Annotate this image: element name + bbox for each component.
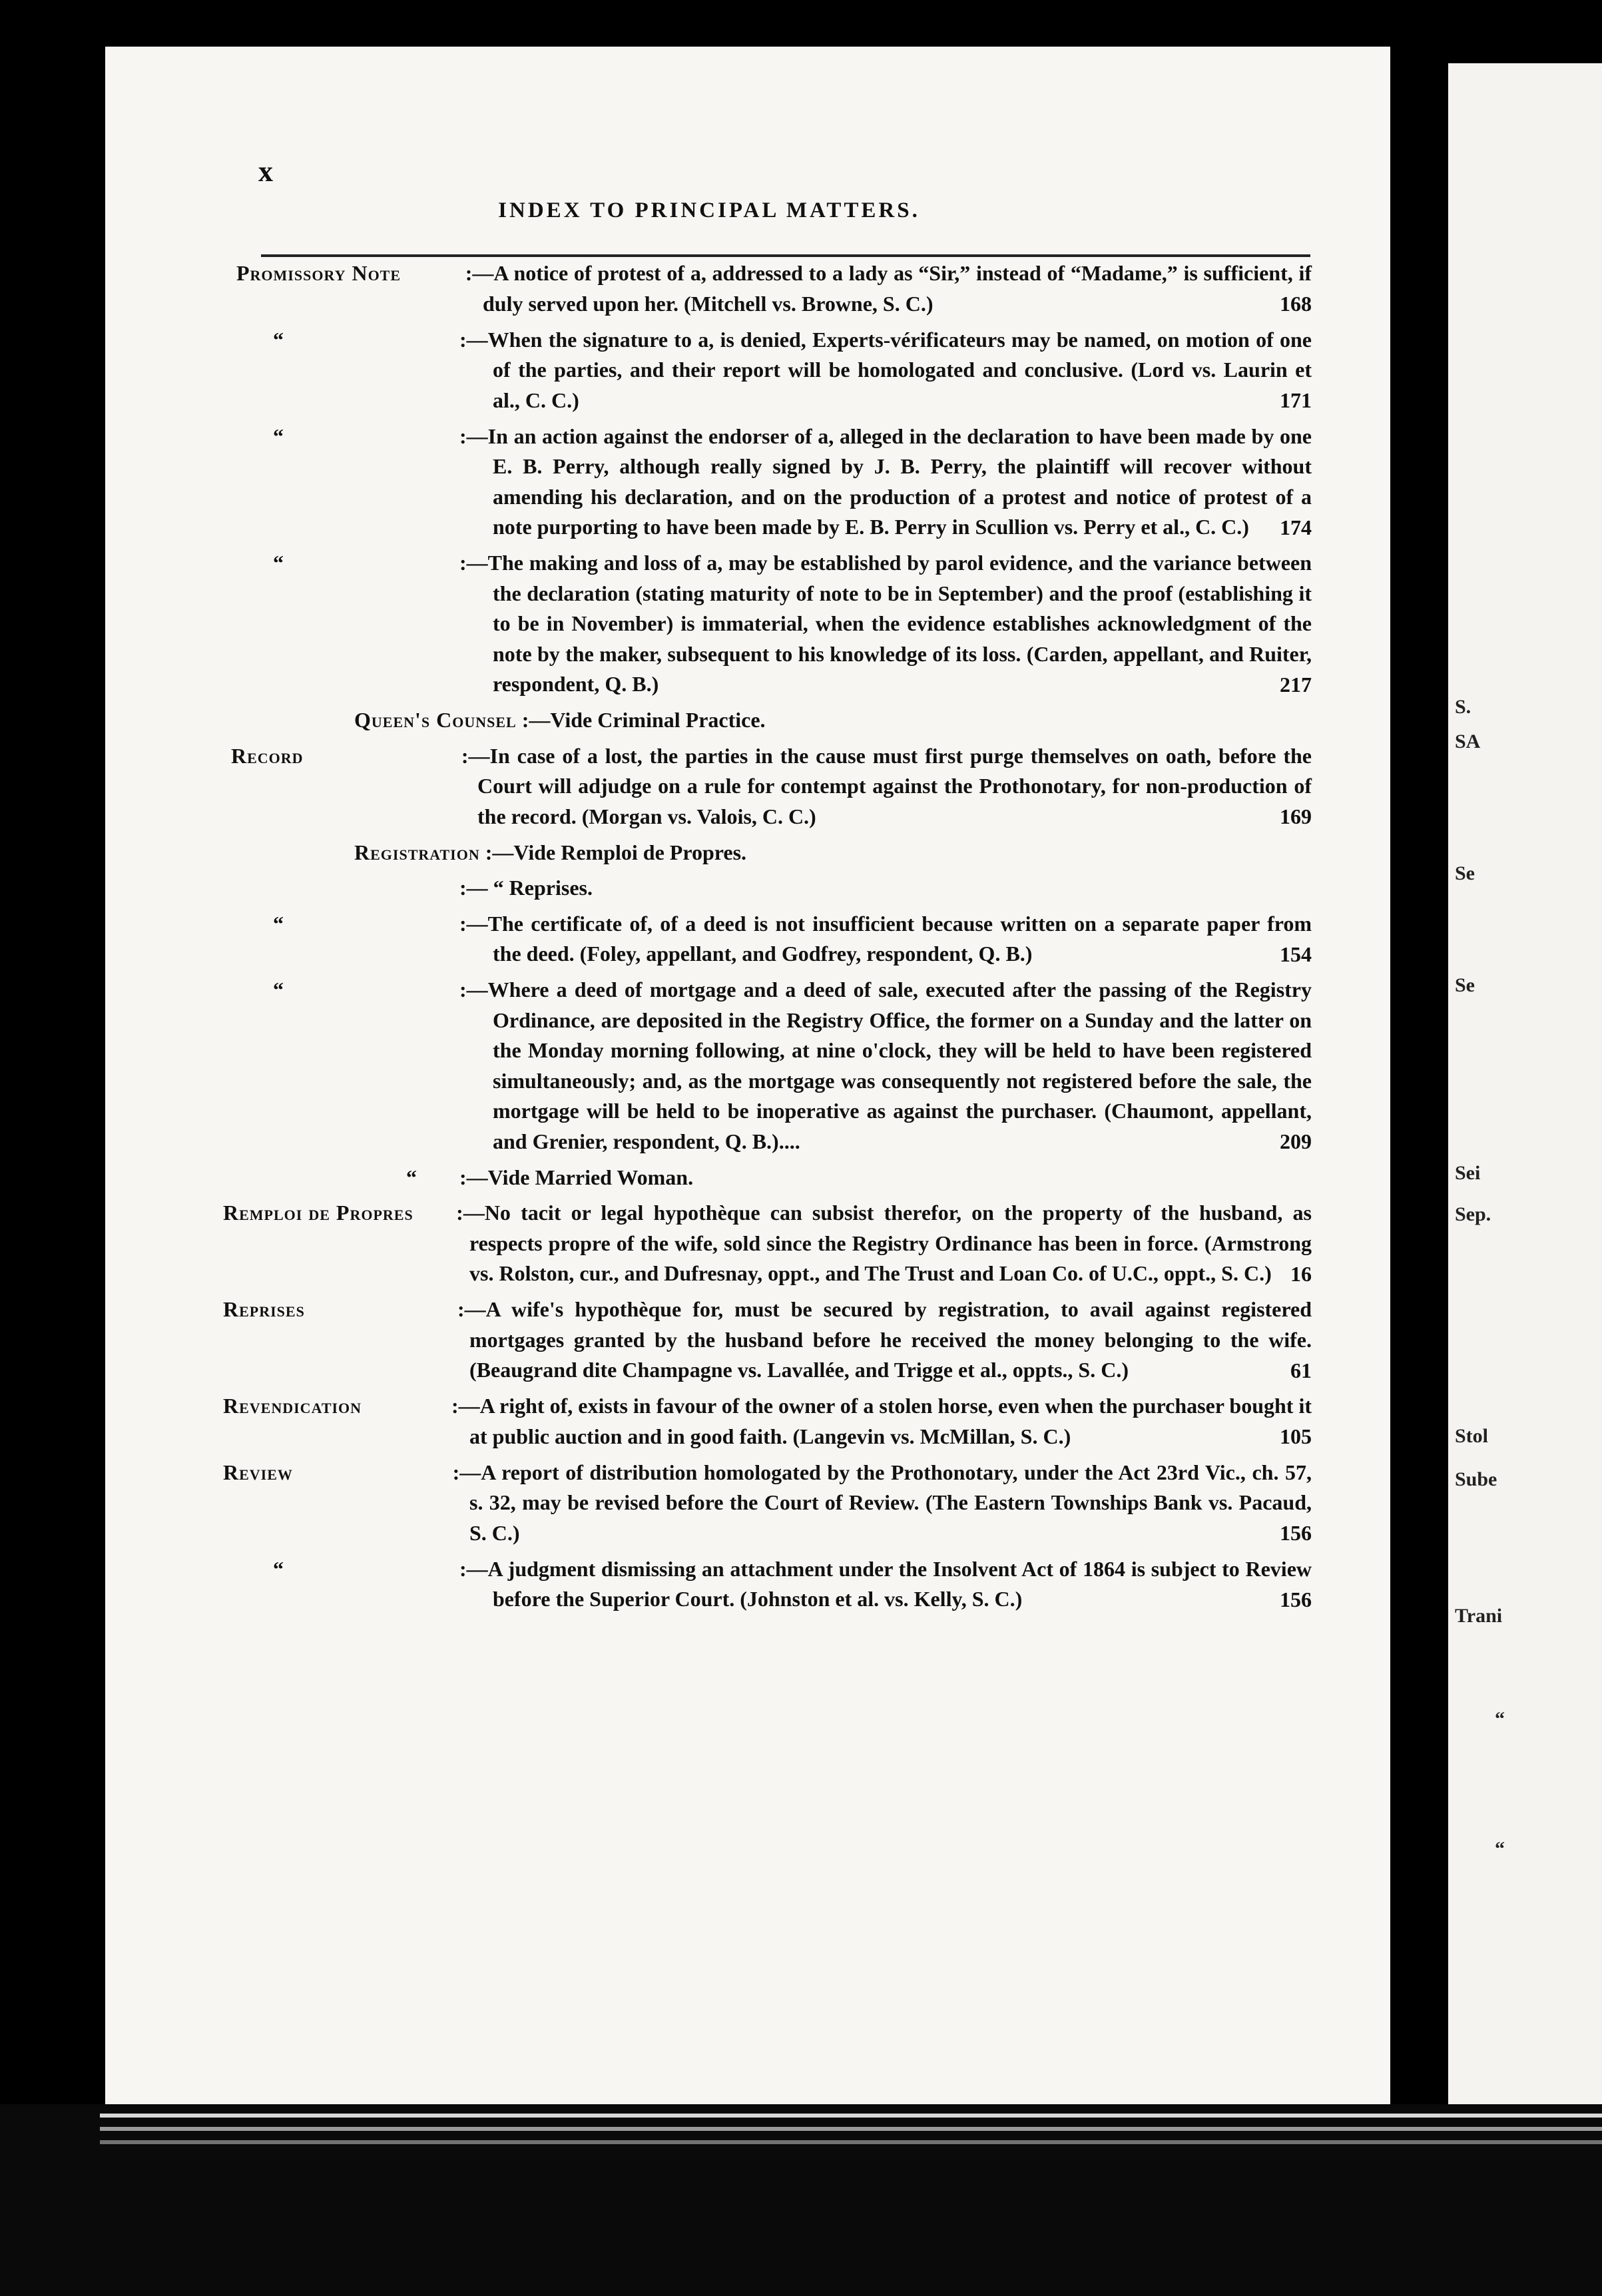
entry-page: 105 [1280, 1424, 1312, 1448]
entry-heading: Reprises [223, 1297, 305, 1321]
entry-page: 154 [1280, 942, 1312, 966]
entry-text: :—In an action against the endorser of a, alleged in the declaration to have been made by one E. B. Perry, although really signed by J. B. Perry, the plaintiff will recover without amending his declaration, and on the production of a protest and notice of protest of a note purporting to have been made by E. B. Perry in Scullion vs. Perry et al., C. C.) [459, 424, 1312, 539]
index-entry [354, 838, 1312, 868]
scan-bottom-edge [0, 2104, 1602, 2296]
adjacent-fragment: Sep. [1455, 1203, 1491, 1225]
adjacent-fragment: Sei [1455, 1162, 1481, 1184]
index-entry [223, 1391, 1312, 1452]
adjacent-page-edge [1448, 63, 1602, 2121]
index-entry [354, 705, 1312, 736]
index-entry [273, 909, 1312, 970]
index-entry [231, 741, 1312, 832]
index-entry [223, 1458, 1312, 1549]
ditto-mark: “ [273, 978, 284, 1002]
ditto-mark: “ [273, 327, 284, 352]
entry-heading: Remploi de Propres [223, 1201, 413, 1225]
entry-text: :—Vide Married Woman. [459, 1165, 694, 1189]
index-entry [273, 548, 1312, 700]
index-entry [273, 975, 1312, 1157]
adjacent-fragment: Sube [1455, 1468, 1497, 1490]
entry-page: 16 [1290, 1261, 1312, 1286]
entry-text: :—A judgment dismissing an attachment under the Insolvent Act of 1864 is subject to Review before the Superior Court. (Johnston et al. vs. Kelly, S. C.) [459, 1556, 1312, 1611]
adjacent-fragment: “ [1495, 1838, 1505, 1860]
ditto-mark: “ [406, 1165, 417, 1189]
entry-text: :—In case of a lost, the parties in the cause must first purge themselves on oath, before the Court will adjudge on a rule for contempt against the Prothonotary, for non-production of the record. (Morgan vs. Valois, C. C.) [461, 743, 1312, 828]
entry-text: :—The certificate of, of a deed is not insufficient because written on a separate paper from the deed. (Foley, appellant, and Godfrey, respondent, Q. B.) [459, 911, 1312, 966]
ditto-mark: “ [273, 911, 284, 936]
adjacent-fragment: Se [1455, 974, 1475, 996]
entry-text: :—No tacit or legal hypothèque can subsist therefor, on the property of the husband, as respects propre of the wife, sold since the Registry Ordinance has been in force. (Armstrong vs. Rolston, cur., and Dufresnay, oppt., and The Trust and Loan Co. of U.C., oppt., S. C.) [456, 1201, 1312, 1285]
entry-heading: Registration [354, 840, 480, 864]
index-entry [273, 325, 1312, 416]
index-entry [223, 1294, 1312, 1386]
ditto-mark: “ [273, 1556, 284, 1581]
entry-page: 174 [1280, 515, 1312, 539]
entry-page: 61 [1290, 1358, 1312, 1382]
entry-text: :—The making and loss of a, may be established by parol evidence, and the variance between the declaration (stating maturity of note to be in September) and the proof (establishing it to be in November) is immaterial, when the evidence establishes acknowledgment of the note by the maker, subsequent to his knowledge of its loss. (Carden, appellant, and Ruiter, respondent, Q. B.) [459, 551, 1312, 696]
adjacent-fragment: Stol [1455, 1425, 1489, 1447]
index-entry [273, 422, 1312, 543]
adjacent-fragment: SA [1455, 730, 1481, 752]
page-number: x [258, 155, 273, 188]
entry-text: :— “ Reprises. [459, 876, 593, 900]
ditto-mark: “ [273, 424, 284, 448]
index-entry [360, 1163, 1312, 1193]
entry-text: :—Vide Criminal Practice. [521, 708, 766, 732]
entry-text: :—A report of distribution homologated by the Prothonotary, under the Act 23rd Vic., ch. 57, s. 32, may be revised before the Court of Review. (The Eastern Townships Bank vs. Pacaud, S. C.) [452, 1460, 1312, 1545]
entry-text: :—When the signature to a, is denied, Experts-vérificateurs may be named, on motion of one of the parties, and their report will be homologated and conclusive. (Lord vs. Laurin et al., C. C.) [459, 327, 1312, 412]
entry-page: 209 [1280, 1129, 1312, 1153]
entry-heading: Queen's Counsel [354, 708, 517, 732]
entry-heading: Revendication [223, 1394, 362, 1418]
adjacent-fragment: “ [1495, 1708, 1505, 1730]
entry-text: :—A wife's hypothèque for, must be secured by registration, to avail against registered mortgages granted by the husband before he received the money belonging to the wife. (Beaugrand dite Champagne vs. Lavallée, and Trigge et al., oppts., S. C.) [457, 1297, 1312, 1382]
entry-page: 168 [1280, 292, 1312, 316]
entry-text: :—Where a deed of mortgage and a deed of sale, executed after the passing of the Registry Ordinance, are deposited in the Registry Office, the former on a Sunday and the latter on the Monday morning following, at nine o'clock, they will be held to have been registered simultaneously; and, as the mortgage was consequently not registered before the sale, the mortgage will be held to be inoperative as against the purchaser. (Chaumont, appellant, and Grenier, respondent, Q. B.).... [459, 978, 1312, 1153]
entry-page: 156 [1280, 1521, 1312, 1545]
index-entry [360, 873, 1312, 904]
adjacent-fragment: Trani [1455, 1605, 1503, 1627]
entry-heading: Review [223, 1460, 293, 1484]
index-column [223, 253, 1312, 1615]
entry-text: :—A notice of protest of a, addressed to a lady as “Sir,” instead of “Madame,” is sufficient, if duly served upon her. (Mitchell vs. Browne, S. C.) [465, 261, 1312, 316]
index-entry [223, 1198, 1312, 1289]
entry-page: 171 [1280, 388, 1312, 412]
running-header: INDEX TO PRINCIPAL MATTERS. [498, 198, 920, 222]
ditto-mark: “ [273, 551, 284, 575]
index-entry [236, 258, 1312, 320]
entry-page: 156 [1280, 1587, 1312, 1611]
index-entry [273, 1554, 1312, 1615]
entry-page: 169 [1280, 804, 1312, 828]
entry-text: :—A right of, exists in favour of the owner of a stolen horse, even when the purchaser bought it at public auction and in good faith. (Langevin vs. McMillan, S. C.) [451, 1394, 1312, 1448]
entry-heading: Promissory Note [236, 261, 401, 285]
entry-page: 217 [1280, 672, 1312, 697]
adjacent-fragment: S. [1455, 696, 1471, 718]
adjacent-fragment: Se [1455, 862, 1475, 884]
entry-heading: Record [231, 743, 304, 768]
entry-text: :—Vide Remploi de Propres. [485, 840, 747, 864]
